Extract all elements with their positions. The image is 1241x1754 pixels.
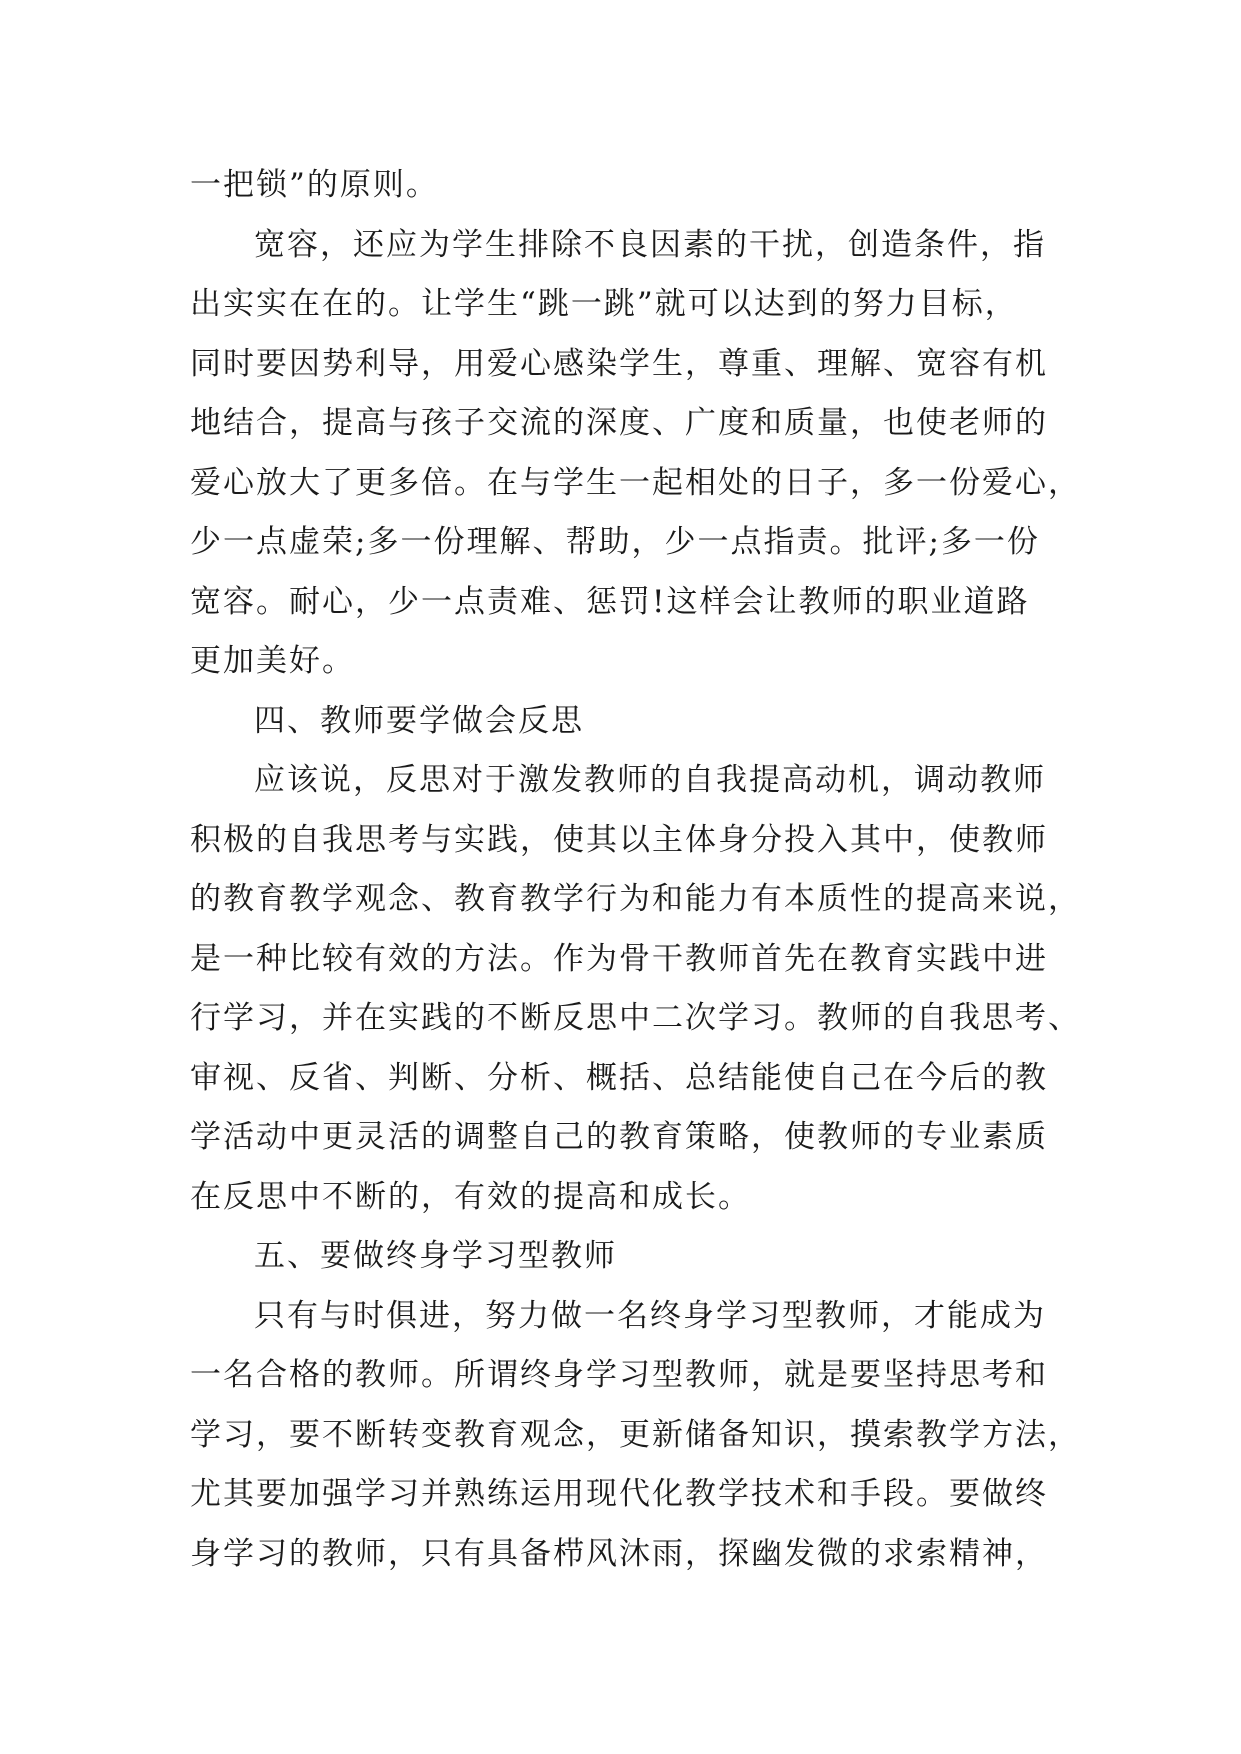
- text-line: 地结合，提高与孩子交流的深度、广度和质量，也使老师的: [190, 405, 1048, 441]
- section-heading-four: 四、教师要学做会反思: [254, 702, 584, 739]
- text-line: 一把锁”的原则。: [190, 167, 439, 203]
- text-line: 更加美好。: [190, 643, 355, 679]
- text-line: 尤其要加强学习并熟练运用现代化教学技术和手段。要做终: [190, 1476, 1048, 1512]
- section-heading-five: 五、要做终身学习型教师: [254, 1238, 617, 1274]
- text-line: 积极的自我思考与实践，使其以主体身分投入其中，使教师: [190, 821, 1048, 858]
- text-line: 同时要因势利导，用爱心感染学生，尊重、理解、宽容有机: [190, 345, 1048, 382]
- text-line: 出实实在在的。让学生“跳一跳”就可以达到的努力目标，: [190, 286, 1018, 322]
- paragraph-start-line: 只有与时俱进，努力做一名终身学习型教师，才能成为: [254, 1297, 1046, 1334]
- document-body: [190, 156, 1081, 1584]
- text-line: 行学习，并在实践的不断反思中二次学习。教师的自我思考、: [190, 1000, 1081, 1036]
- text-line: 少一点虚荣;多一份理解、帮助，少一点指责。批评;多一份: [190, 524, 1040, 560]
- text-line: 爱心放大了更多倍。在与学生一起相处的日子，多一份爱心，: [190, 464, 1081, 501]
- text-line: 是一种比较有效的方法。作为骨干教师首先在教育实践中进: [190, 940, 1048, 977]
- text-line: 学活动中更灵活的调整自己的教育策略，使教师的专业素质: [190, 1119, 1048, 1155]
- text-line: 审视、反省、判断、分析、概括、总结能使自己在今后的教: [190, 1059, 1048, 1096]
- text-line: 宽容。耐心，少一点责难、惩罚!这样会让教师的职业道路: [190, 583, 1030, 620]
- paragraph-start-line: 宽容，还应为学生排除不良因素的干扰，创造条件，指: [254, 226, 1046, 263]
- text-line: 的教育教学观念、教育教学行为和能力有本质性的提高来说，: [190, 881, 1081, 917]
- text-line: 一名合格的教师。所谓终身学习型教师，就是要坚持思考和: [190, 1357, 1048, 1393]
- text-line: 身学习的教师，只有具备栉风沐雨，探幽发微的求索精神，: [190, 1535, 1048, 1572]
- text-line: 学习，要不断转变教育观念，更新储备知识，摸索教学方法，: [190, 1416, 1081, 1453]
- paragraph-start-line: 应该说，反思对于激发教师的自我提高动机，调动教师: [254, 762, 1046, 798]
- text-line: 在反思中不断的，有效的提高和成长。: [190, 1178, 751, 1215]
